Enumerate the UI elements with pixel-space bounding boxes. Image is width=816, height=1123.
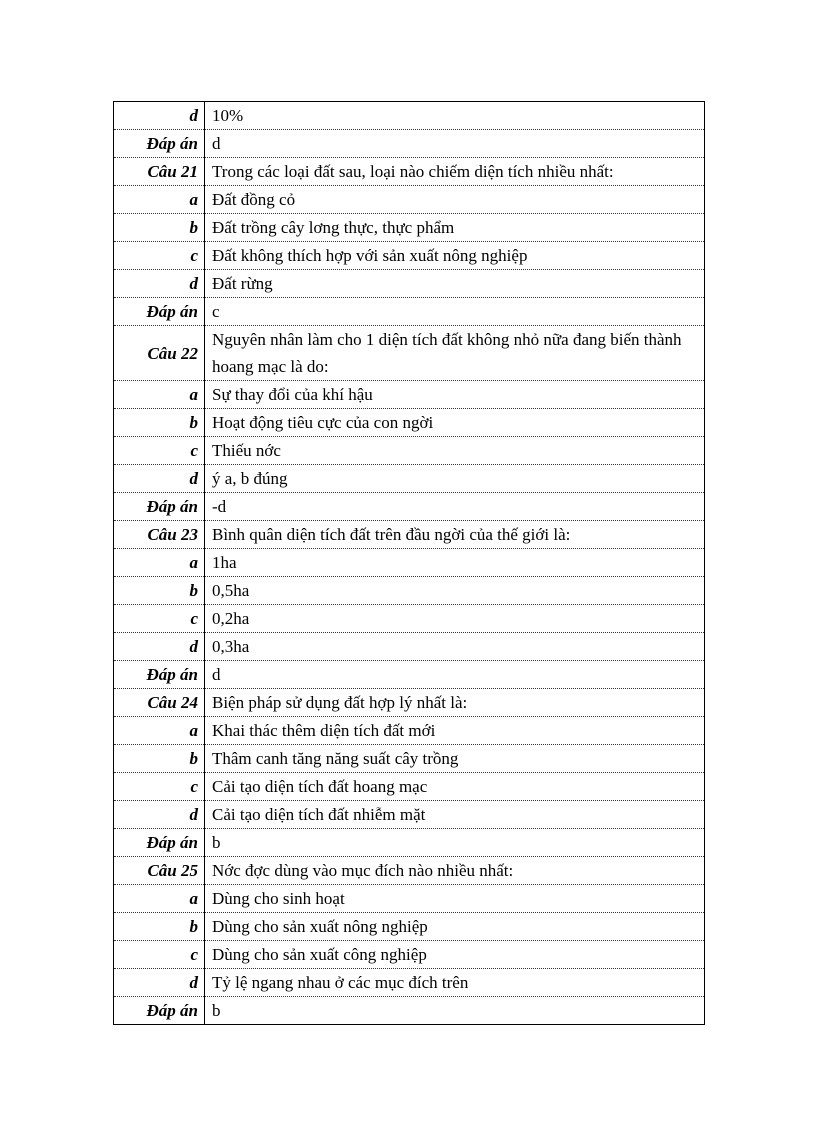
table-row [114, 493, 705, 521]
row-text: 10% [205, 102, 705, 130]
table-row [114, 885, 705, 913]
quiz-table [113, 101, 705, 1025]
table-row [114, 745, 705, 773]
row-label: a [114, 381, 205, 409]
row-text: 1ha [205, 549, 705, 577]
row-label: Đáp án [114, 298, 205, 326]
row-label: a [114, 885, 205, 913]
table-row [114, 829, 705, 857]
table-row [114, 997, 705, 1025]
table-row [114, 801, 705, 829]
row-text: Nớc đợc dùng vào mục đích nào nhiều nhất: [205, 857, 705, 885]
table-row [114, 549, 705, 577]
table-row [114, 941, 705, 969]
row-text: Khai thác thêm diện tích đất mới [205, 717, 705, 745]
row-text: Đất không thích hợp với sản xuất nông nghiệp [205, 242, 705, 270]
row-label: Câu 22 [114, 326, 205, 381]
table-row [114, 521, 705, 549]
row-label: c [114, 941, 205, 969]
table-row [114, 689, 705, 717]
row-label: Đáp án [114, 661, 205, 689]
row-label: c [114, 242, 205, 270]
row-label: d [114, 801, 205, 829]
row-label: d [114, 633, 205, 661]
row-text: Bình quân diện tích đất trên đầu ngời của thế giới là: [205, 521, 705, 549]
row-label: d [114, 270, 205, 298]
row-label: b [114, 913, 205, 941]
row-text: Thâm canh tăng năng suất cây trồng [205, 745, 705, 773]
row-text: b [205, 829, 705, 857]
row-text: 0,5ha [205, 577, 705, 605]
row-label: Đáp án [114, 493, 205, 521]
row-label: a [114, 549, 205, 577]
row-text: Đất đồng cỏ [205, 186, 705, 214]
table-row [114, 326, 705, 381]
quiz-table-body [114, 102, 705, 1025]
row-label: b [114, 214, 205, 242]
table-row [114, 270, 705, 298]
row-label: a [114, 717, 205, 745]
row-text: -d [205, 493, 705, 521]
row-label: Đáp án [114, 829, 205, 857]
row-text: Cải tạo diện tích đất hoang mạc [205, 773, 705, 801]
table-row [114, 437, 705, 465]
table-row [114, 298, 705, 326]
row-label: b [114, 409, 205, 437]
row-label: Câu 25 [114, 857, 205, 885]
row-text: Đất rừng [205, 270, 705, 298]
row-text: Tỷ lệ ngang nhau ở các mục đích trên [205, 969, 705, 997]
row-text: Hoạt động tiêu cực của con ngời [205, 409, 705, 437]
row-text: Thiếu nớc [205, 437, 705, 465]
table-row [114, 605, 705, 633]
row-label: d [114, 102, 205, 130]
row-text: Dùng cho sản xuất nông nghiệp [205, 913, 705, 941]
row-text: d [205, 661, 705, 689]
table-row [114, 661, 705, 689]
row-label: c [114, 605, 205, 633]
table-row [114, 214, 705, 242]
row-text: Dùng cho sản xuất công nghiệp [205, 941, 705, 969]
table-row [114, 409, 705, 437]
table-row [114, 186, 705, 214]
table-row [114, 969, 705, 997]
row-label: a [114, 186, 205, 214]
row-label: c [114, 437, 205, 465]
row-label: b [114, 577, 205, 605]
row-label: Đáp án [114, 997, 205, 1025]
row-text: Đất trồng cây lơng thực, thực phẩm [205, 214, 705, 242]
table-row [114, 913, 705, 941]
row-label: c [114, 773, 205, 801]
row-text: Cải tạo diện tích đất nhiễm mặt [205, 801, 705, 829]
row-label: b [114, 745, 205, 773]
table-row [114, 130, 705, 158]
row-label: d [114, 465, 205, 493]
row-text: Nguyên nhân làm cho 1 diện tích đất không nhỏ nữa đang biến thành hoang mạc là do: [205, 326, 705, 381]
row-text: 0,3ha [205, 633, 705, 661]
row-label: Câu 21 [114, 158, 205, 186]
table-row [114, 158, 705, 186]
row-text: 0,2ha [205, 605, 705, 633]
table-row [114, 773, 705, 801]
table-row [114, 242, 705, 270]
row-text: Trong các loại đất sau, loại nào chiếm diện tích nhiều nhất: [205, 158, 705, 186]
table-row [114, 102, 705, 130]
row-text: Dùng cho sinh hoạt [205, 885, 705, 913]
row-text: d [205, 130, 705, 158]
row-label: d [114, 969, 205, 997]
row-text: Sự thay đổi của khí hậu [205, 381, 705, 409]
table-row [114, 857, 705, 885]
row-text: Biện pháp sử dụng đất hợp lý nhất là: [205, 689, 705, 717]
row-text: c [205, 298, 705, 326]
table-row [114, 633, 705, 661]
row-label: Câu 23 [114, 521, 205, 549]
table-row [114, 465, 705, 493]
row-text: ý a, b đúng [205, 465, 705, 493]
row-label: Đáp án [114, 130, 205, 158]
table-row [114, 717, 705, 745]
table-row [114, 577, 705, 605]
table-row [114, 381, 705, 409]
row-label: Câu 24 [114, 689, 205, 717]
row-text: b [205, 997, 705, 1025]
